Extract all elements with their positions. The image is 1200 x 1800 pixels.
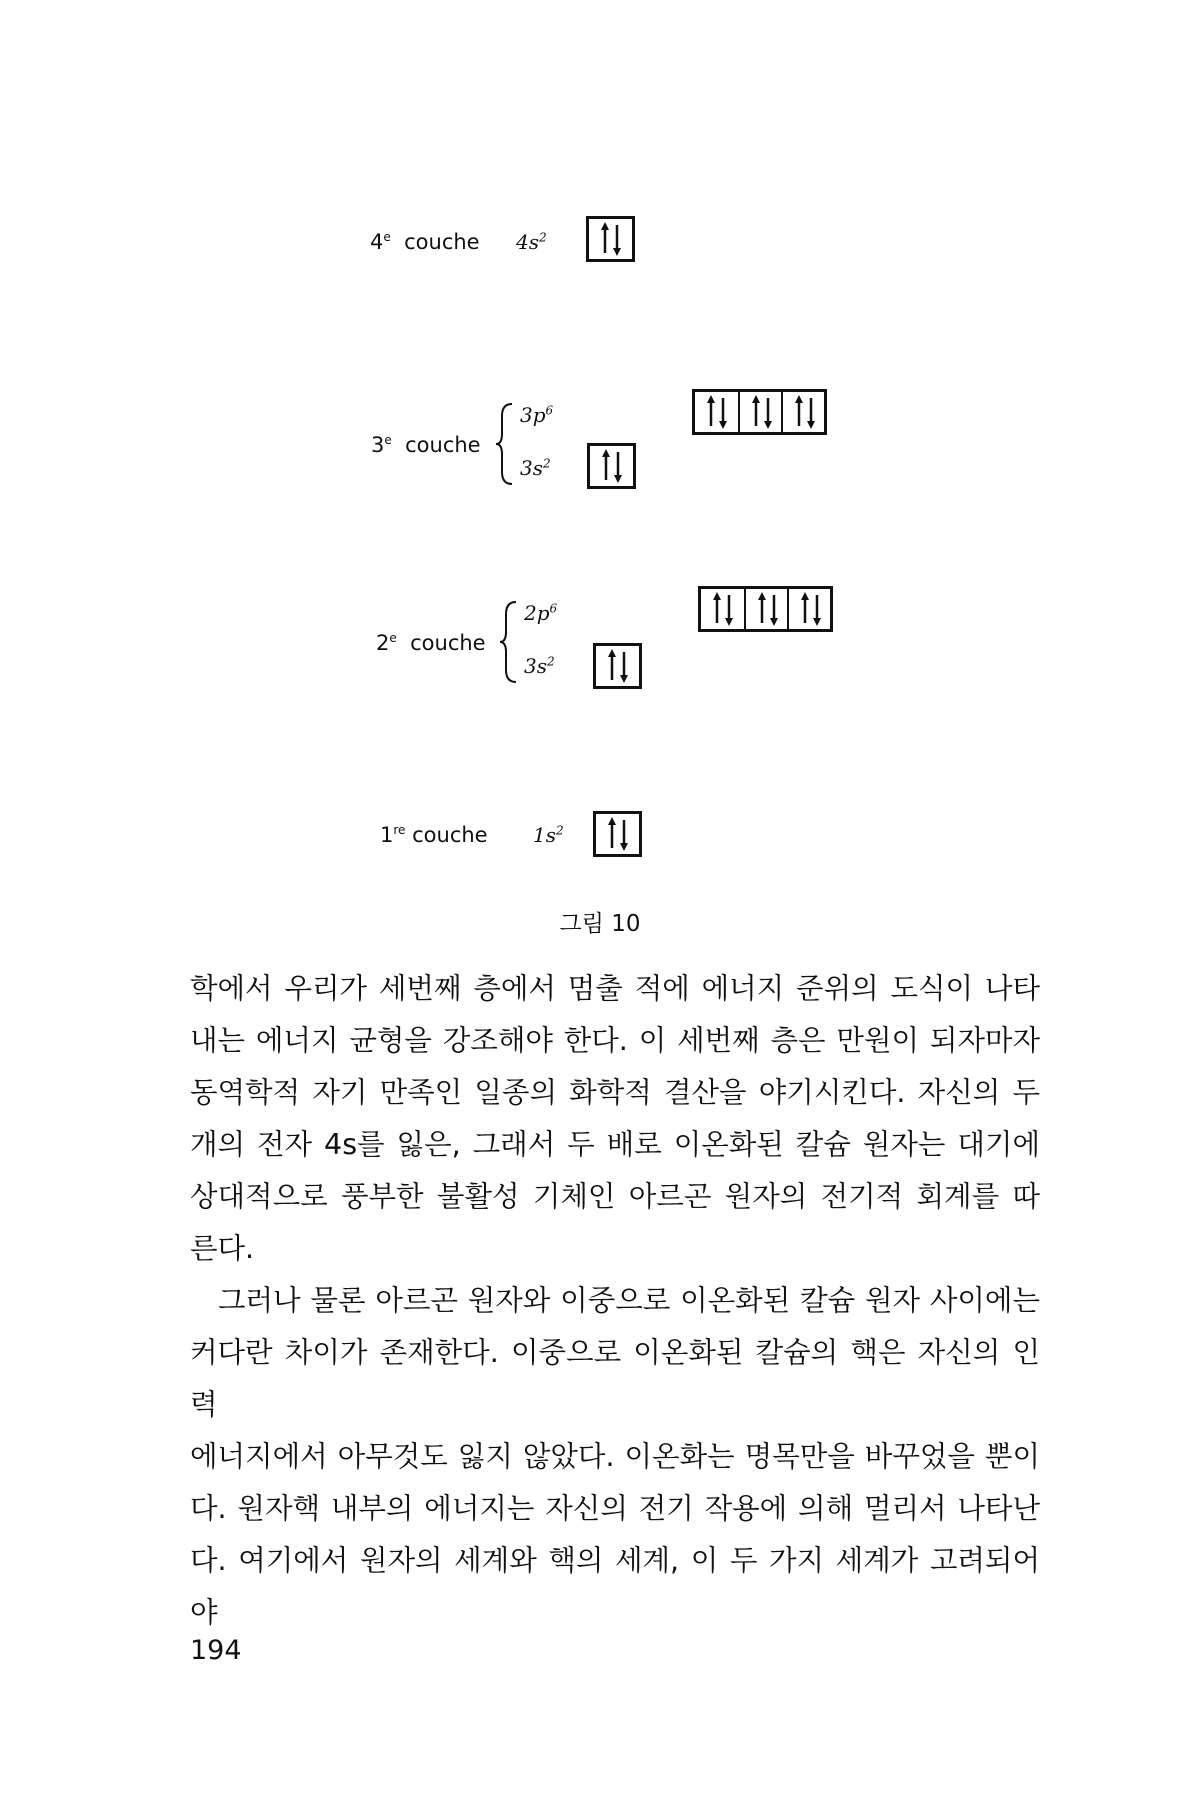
orbital-box-1s [593,811,642,857]
text-line: 그러나 물론 아르곤 원자와 이중으로 이온화된 칼슘 원자 사이에는 [218,1284,1040,1317]
orbital-label-3s: $3s^2$ [520,456,551,480]
electron-pair [596,814,639,854]
text-line: 에너지에서 아무것도 잃지 않았다. 이온화는 명목만을 바꾸었을 뿐이 [190,1440,1040,1473]
brace-shell-2 [498,600,520,684]
electron-pair [787,589,830,629]
electron-pair [738,392,781,432]
brace-shell-3 [494,402,516,486]
orbital-label-4s: $4s^2$ [516,230,547,254]
shell-label-1: 1re couche [380,823,488,847]
orbital-box-3s-level2 [593,643,642,689]
electron-pair [781,392,824,432]
orbital-label-2p: $2p^6$ [524,601,558,625]
shell-label-4: 4e couche [370,230,480,254]
electron-pair [589,219,632,259]
text-line: 다. 여기에서 원자의 세계와 핵의 세계, 이 두 가지 세계가 고려되어야 [190,1544,1040,1629]
orbital-label-1s: $1s^2$ [533,823,564,847]
orbital-box-4s [586,216,635,262]
orbital-box-3p [692,389,827,435]
orbital-box-3s [587,443,636,489]
text-line: 개의 전자 4s를 잃은, 그래서 두 배로 이온화된 칼슘 원자는 대기에 [190,1128,1040,1161]
text-line: 동역학적 자기 만족인 일종의 화학적 결산을 야기시킨다. 자신의 두 [190,1076,1040,1109]
text-line: 다. 원자핵 내부의 에너지는 자신의 전기 작용에 의해 멀리서 나타난 [190,1492,1040,1525]
text-line: 커다란 차이가 존재한다. 이중으로 이온화된 칼슘의 핵은 자신의 인력 [190,1336,1040,1421]
text-line: 학에서 우리가 세번째 층에서 멈출 적에 에너지 준위의 도식이 나타 [190,972,1040,1005]
shell-label-2: 2e couche [376,631,486,655]
text-line: 내는 에너지 균형을 강조해야 한다. 이 세번째 층은 만원이 되자마자 [190,1024,1040,1057]
orbital-label-3p: $3p^6$ [520,403,554,427]
shell-label-3: 3e couche [371,433,481,457]
electron-pair [695,392,738,432]
figure-caption: 그림 10 [559,911,641,937]
text-line: 상대적으로 풍부한 불활성 기체인 아르곤 원자의 전기적 회계를 따 [190,1180,1040,1213]
electron-pair [744,589,787,629]
orbital-box-2p [698,586,833,632]
electron-pair [596,646,639,686]
electron-pair [701,589,744,629]
page-number: 194 [190,1635,242,1666]
electron-pair [590,446,633,486]
text-line: 른다. [190,1232,255,1265]
orbital-label-3s-level2: $3s^2$ [524,654,555,678]
body-text [190,963,1040,1639]
